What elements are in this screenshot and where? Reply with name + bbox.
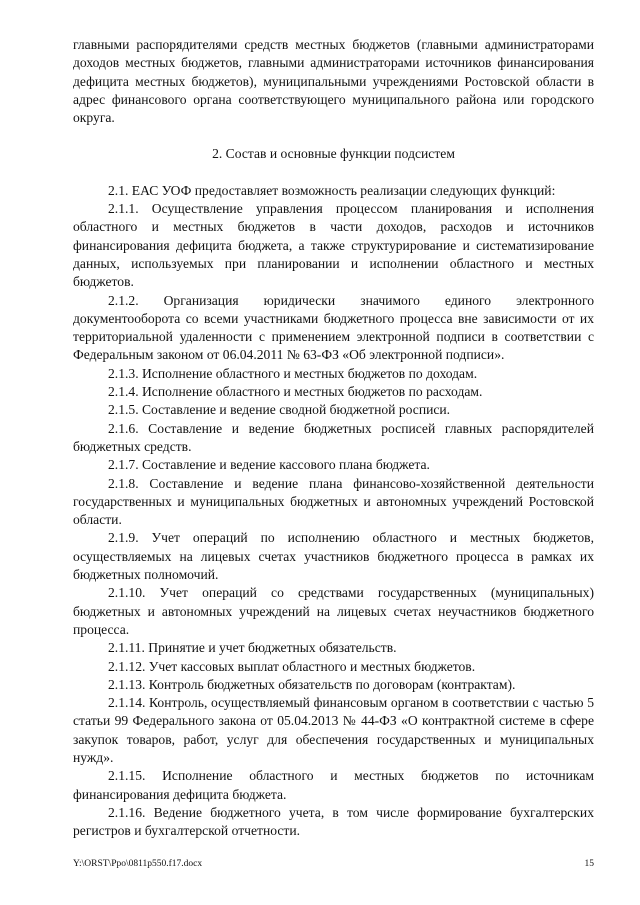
intro-paragraph: главными распорядителями средств местных бюджетов (главными администраторами доходов местных бюджетов, главными администраторами источников финансирования дефицита местных бюджетов), муниципальными учреждениями Ростовской области в адрес финансового органа соответствующего муниципального района или городского округа. — [73, 37, 594, 126]
item-2-1: 2.1. ЕАС УОФ предоставляет возможность реализации следующих функций: — [108, 182, 556, 198]
item-2-1-3: 2.1.3. Исполнение областного и местных бюджетов по доходам. — [108, 365, 478, 381]
item-2-1-14: 2.1.14. Контроль, осуществляемый финансовым органом в соответствии с частью 5 статьи 99 Федерального закона от 05.04.2013 № 44-ФЗ «О контрактной системе в сфере закупок товаров, работ, услуг для обеспечения государственных и муниципальных нужд». — [73, 695, 594, 765]
item-2-1-11: 2.1.11. Принятие и учет бюджетных обязательств. — [108, 640, 397, 656]
item-2-1-7: 2.1.7. Составление и ведение кассового плана бюджета. — [108, 457, 430, 473]
item-2-1-1: 2.1.1. Осуществление управления процессом планирования и исполнения областного и местных бюджетов в части доходов, расходов и источников финансирования дефицита бюджета, а также структурирование и систематизирование данных, используемых при планировании и исполнении областного и местных бюджетов. — [73, 201, 594, 290]
item-2-1-13: 2.1.13. Контроль бюджетных обязательств по договорам (контрактам). — [108, 676, 516, 692]
page-body — [73, 36, 594, 840]
item-2-1-4: 2.1.4. Исполнение областного и местных бюджетов по расходам. — [108, 384, 483, 400]
item-2-1-5: 2.1.5. Составление и ведение сводной бюджетной росписи. — [108, 402, 451, 418]
item-2-1-8: 2.1.8. Составление и ведение плана финансово-хозяйственной деятельности государственных и муниципальных бюджетных и автономных учреждений Ростовской области. — [73, 475, 594, 528]
section-heading: 2. Состав и основные функции подсистем — [212, 146, 455, 162]
item-2-1-9: 2.1.9. Учет операций по исполнению областного и местных бюджетов, осуществляемых на лицевых счетах участников бюджетного процесса в рамках их бюджетных полномочий. — [73, 530, 594, 583]
item-2-1-12: 2.1.12. Учет кассовых выплат областного и местных бюджетов. — [108, 658, 476, 674]
file-path: Y:\ORST\Ppo\0811p550.f17.docx — [73, 859, 203, 869]
item-2-1-10: 2.1.10. Учет операций со средствами государственных (муниципальных) бюджетных и автономных учреждений на лицевых счетах неучастников бюджетного процесса. — [73, 585, 594, 637]
item-2-1-15: 2.1.15. Исполнение областного и местных бюджетов по источникам финансирования дефицита бюджета. — [73, 768, 594, 802]
item-2-1-2: 2.1.2. Организация юридически значимого единого электронного документооборота со всеми участниками бюджетного процесса вне зависимости от их территориальной удаленности с применением электронной подписи в соответствии с Федеральным законом от 06.04.2011 № 63-ФЗ «Об электронной подписи». — [73, 292, 594, 363]
page-number: 15 — [584, 859, 594, 869]
item-2-1-6: 2.1.6. Составление и ведение бюджетных росписей главных распорядителей бюджетных средств. — [73, 420, 594, 454]
item-2-1-16: 2.1.16. Ведение бюджетного учета, в том числе формирование бухгалтерских регистров и бухгалтерской отчетности. — [73, 804, 594, 839]
